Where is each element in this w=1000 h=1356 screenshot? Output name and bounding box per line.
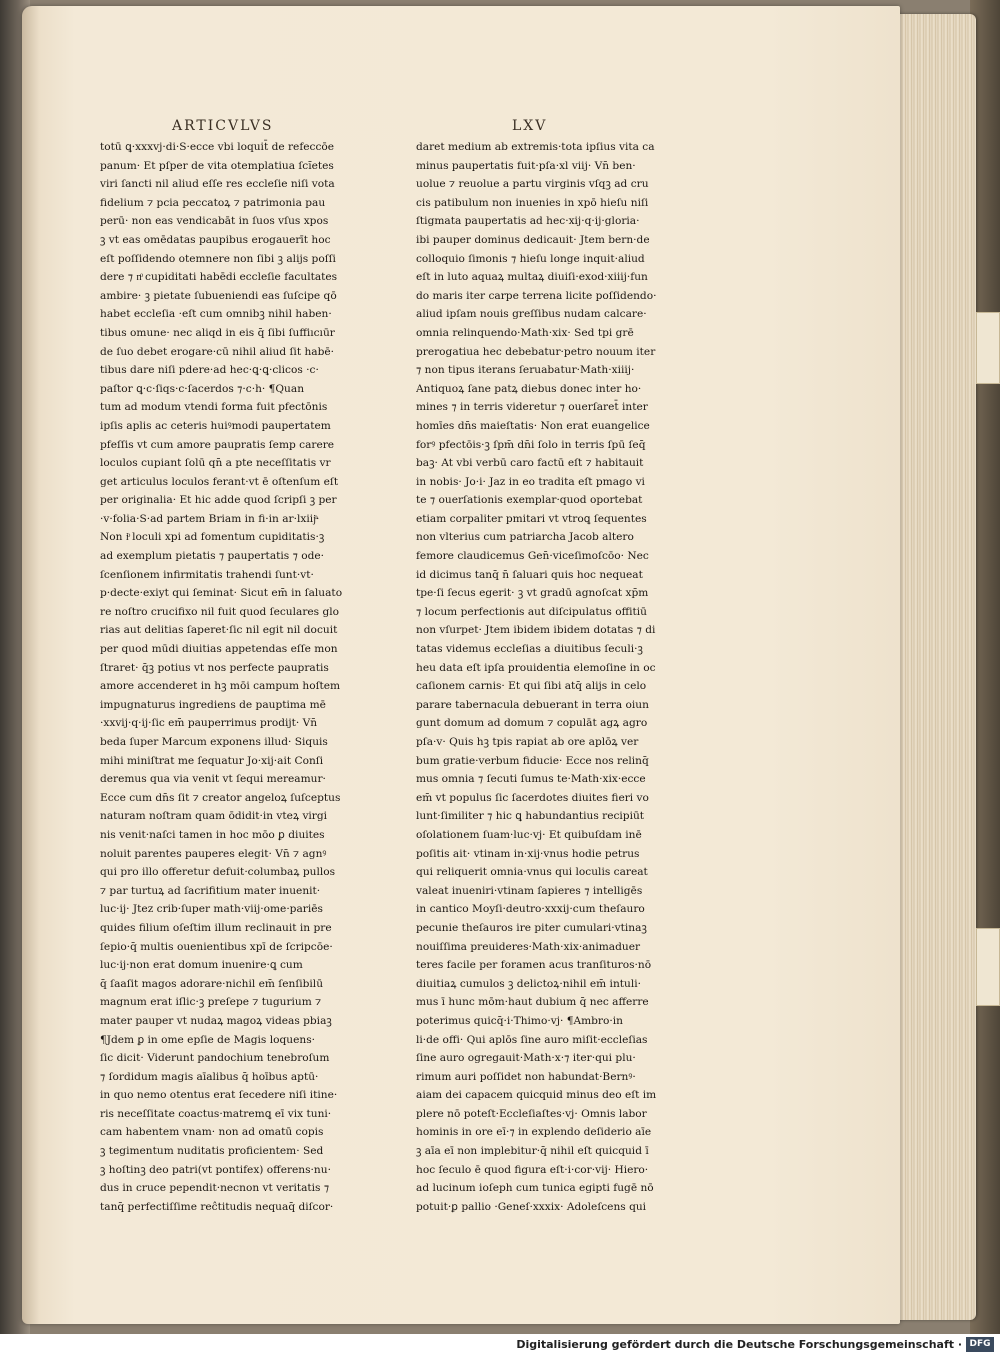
text-line: ſtigmata paupertatis ad hec·xij·q·ij·gloria· — [416, 215, 640, 228]
text-line: etiam corpaliter pmitari vt vtroꝗ ſequentes — [416, 512, 647, 525]
text-line: caſionem carnis· Et qui ſibi atq̄ alijs in celo — [416, 680, 647, 693]
text-line: teres facile per foramen acus tranſituros·nō — [416, 959, 652, 972]
text-line: ⁊ par turtuꝝ ad ſacrifitium mater inuenit· — [100, 884, 321, 897]
text-line: ·v·folia·S·ad partem Briam in fi·in ar·lxiijͦ· — [100, 512, 320, 525]
text-line: hoc ſeculo ē quod figura eſt·i·cor·vij· Hiero· — [416, 1163, 649, 1176]
text-line: forꝰ pfectōis·ꝫ ſpm̄ dn̄i ſolo in terris ſpū ſeq̄ — [416, 438, 646, 451]
text-line: aliud ipſam nouis greſſibus nudam calcare· — [416, 308, 647, 321]
text-line: in nobis· Jo·i· Jaz in eo tradita eſt pmago vi — [416, 475, 645, 488]
text-line: ris neceſſitate coactus·matremꝗ eī vix tuni· — [100, 1107, 332, 1120]
text-line: luc·ij·non erat domum inuenire·ꝗ cum — [100, 959, 303, 972]
dfg-logo: DFG — [966, 1337, 994, 1352]
text-column-right — [416, 138, 684, 1216]
text-line: dus in cruce pependit·necnon vt veritatis ⁊ — [100, 1182, 330, 1195]
text-line: non vlterius cum patriarcha Jacob altero — [416, 531, 634, 544]
text-line: q̄ ſaaſit magos adorare·nichil em̄ ſenſibilū — [100, 977, 324, 990]
text-line: panum· Et pſper de vita otemplatiua ſcı̄etes — [100, 159, 334, 172]
text-line: Non iͦ loculi xpi ad fomentum cupiditatis·ꝫ — [100, 531, 325, 544]
text-line: mus omnia ⁊ ſecuti ſumus te·Math·xix·ecce — [416, 773, 646, 786]
text-line: ꝫ hoſtinꝫ deo patri(vt pontifex) offerens·nu· — [100, 1163, 331, 1176]
text-line: parare tabernacula debuerant in terra oiun — [416, 698, 649, 711]
text-line: paſtor ꝗ·c·ſiqs·c·ſacerdos ⁊·c·h· ¶Quan — [100, 382, 305, 395]
text-line: qui reliquerit omnia·vnus qui loculis careat — [416, 866, 648, 879]
text-line: quides filium oſeſtim illum reclinauit in pre — [100, 921, 332, 934]
text-line: loculos cupiant ſolū qn̄ a pte neceſſitatis vr — [100, 457, 331, 470]
text-line: tum ad modum vtendi forma fuit pfectōnis — [100, 401, 328, 414]
text-line: noluit parentes pauperes elegit· Vn̄ ⁊ agnꝰ — [100, 847, 327, 860]
text-line: p·decte·exiyt qui ſeminat· Sicut em̄ in ſaluato — [100, 587, 343, 600]
page-stack-edge — [888, 14, 976, 1320]
text-line: Antiquoꝝ ſane patꝝ diebus donec inter ho· — [416, 382, 642, 395]
text-line: ambire· ꝫ pietate ſubueniendi eas ſuſcipe qō — [100, 289, 337, 302]
text-line: nis venit·naſci tamen in hoc mōo ꝑ diuites — [100, 828, 325, 841]
text-line: valeat inueniri·vtinam ſapieres ⁊ intelligēs — [416, 884, 643, 897]
text-line: pecunie theſauros ire piter cumulari·vtinaꝫ — [416, 921, 647, 934]
text-line: oſolationem ſuam·luc·vj· Et quibuſdam inē — [416, 828, 642, 841]
text-line: ⁊ locum perfectionis aut diſcipulatus offitiū — [416, 605, 647, 618]
footer-bar — [0, 1334, 1000, 1356]
text-line: in quo nemo otentus erat ſecedere niſi itine· — [100, 1089, 338, 1102]
text-line: mus ī hunc mōm·haut dubium q̄ nec afferre — [416, 996, 649, 1009]
text-line: magnum erat iſlic·ꝫ preſepe ⁊ tugurium ⁊ — [100, 996, 322, 1009]
text-line: luc·ij· Jtez crib·ſuper math·viij·ome·pariēs — [100, 903, 323, 916]
text-line: ad lucinum ioſeph cum tunica egipti fugē nō — [416, 1182, 654, 1195]
text-line: tpe·ſi ſecus egerit· ꝫ vt gradū agnoſcat xp̄m — [416, 587, 649, 600]
text-line: id dicimus tanq̄ n̄ ſaluari quis hoc nequeat — [416, 568, 643, 581]
text-line: get articulus loculos ferant·vt ē oſtenſum eſt — [100, 475, 339, 488]
text-line: in cantico Moyſi·deutro·xxxij·cum theſauro — [416, 903, 645, 916]
text-line: ad exemplum pietatis ⁊ paupertatis ⁊ ode· — [100, 550, 325, 563]
text-line: rias aut delitias ſaperet·ſic nil egit nil docuit — [100, 624, 338, 637]
text-line: pſa·v· Quis hꝫ tpis rapiat ab ore aplōꝝ ver — [416, 736, 639, 748]
text-line: dere ⁊ nͦ cupiditati habēdi eccleſie facultates — [100, 271, 338, 284]
text-line: poſitis ait· vtinam in·xij·vnus hodie petrus — [416, 847, 640, 860]
text-line: ¶Jdem ꝑ in ome epſie de Magis loquens· — [100, 1033, 315, 1046]
text-line: eſt poſſidendo otemnere non ſibi ꝫ alijs poſſi — [100, 252, 336, 265]
text-line: deremus qua via venit vt ſequi mereamur· — [100, 773, 326, 786]
text-line: per quod mūdi diuitias appetendas eſſe mon — [100, 643, 338, 656]
paper-tab-lower — [976, 928, 1000, 1006]
text-line: diuitiaꝝ cumulos ꝫ delictoꝝ·nihil em̄ intuli· — [416, 977, 641, 990]
text-line: totū ꝗ·xxxvj·di·S·ecce vbi loquit̄ de refeccōe — [100, 141, 335, 153]
text-line: cis patibulum non inuenies in xpō hieſu niſi — [416, 196, 649, 209]
text-line: tibus dare niſi pdere·ad hec·ꝗ·ꝗ·clicos ·c· — [100, 364, 319, 377]
text-line: Ecce cum dn̄s ſit ⁊ creator angeloꝝ ſuſceptus — [100, 791, 341, 804]
running-head-right: LXV — [512, 118, 548, 134]
text-line: fidelium ⁊ pcia peccatoꝝ ⁊ patrimonia pau — [100, 196, 326, 209]
text-line: daret medium ab extremis·tota ipſius vita ca — [416, 141, 655, 153]
text-line: omnia relinquendo·Math·xix· Sed tpi grē — [416, 326, 634, 339]
text-line: impugnaturus ingrediens de pauptima mē — [100, 698, 326, 711]
text-line: poterimus quicq̄·i·Thimo·vj· ¶Ambro·in — [416, 1014, 623, 1027]
text-line: aiam dei capacem quicquid minus deo eſt im — [416, 1089, 657, 1102]
text-line: eſt in luto aquaꝝ multaꝝ diuiſi·exod·xiiij·fun — [416, 271, 648, 284]
funding-note: Digitalisierung gefördert durch die Deutsche Forschungsgemeinschaft · — [516, 1338, 962, 1351]
text-line: viri ſancti nil aliud eſſe res eccleſie niſi vota — [100, 178, 335, 191]
text-line: homīes dn̄s maieſtatis· Non erat euangelice — [416, 419, 650, 432]
text-line: hominis in ore eī·⁊ in explendo deſiderio aīe — [416, 1126, 652, 1139]
text-line: bum gratie·verbum fiducie· Ecce nos relinq̄ — [416, 754, 649, 767]
text-line: te ⁊ ouerſationis exemplar·quod oportebat — [416, 494, 643, 507]
text-line: ·xxvij·q·ij·ſic em̄ pauperrimus prodijt· Vn̄ — [100, 717, 318, 730]
text-line: tatas videmus eccleſias a diuitibus ſeculi·ꝫ — [416, 643, 643, 656]
text-line: uolue ⁊ reuolue a partu virginis vſqꝫ ad cru — [416, 178, 649, 191]
text-line: tibus omune· nec aliqd in eis q̄ ſibi ſuffiıcıūr — [100, 326, 335, 339]
text-line: ſine auro ogregauit·Math·x·⁊ iter·qui plu· — [416, 1052, 636, 1065]
text-line: ꝫ vt eas omēdatas paupibus erogauerīt hoc — [100, 233, 331, 246]
text-line: prerogatiua hec debebatur·petro nouum iter — [416, 345, 656, 358]
text-line: mines ⁊ in terris videretur ⁊ ouerſaret̄ inter — [416, 401, 648, 414]
text-line: per originalia· Et hic adde quod ſcripſi ꝫ per — [100, 494, 337, 507]
text-line: re noſtro crucifixo nil fuit quod ſeculares glo — [100, 605, 340, 618]
text-line: ꝫ aīa eī non implebitur·q̄ nihil eſt quicquid ī — [416, 1145, 649, 1158]
text-line: ſtraret· q̄ꝫ potius vt nos perfecte paupratis — [100, 661, 329, 674]
text-line: mihi miniſtrat me ſequatur Jo·xij·ait Conſi — [100, 754, 324, 767]
text-line: qui pro illo offeretur defuit·columbaꝝ pullos — [100, 866, 336, 879]
text-line: em̄ vt populus ſic ſacerdotes diuites fieri vo — [416, 791, 649, 804]
text-line: naturam noſtram quam ōdidit·in vteꝝ virgi — [100, 810, 328, 823]
text-line: cam habentem vnam· non ad omatū copis — [100, 1126, 324, 1139]
text-line: ⁊ ſordidum magis aīalibus q̄ hoībus aptū· — [100, 1070, 319, 1083]
text-line: potuit·ꝑ pallio ·Geneſ·xxxix· Adoleſcens qui — [416, 1200, 647, 1213]
text-line: ipſis aplis ac ceteris huiꝰmodi paupertatem — [100, 419, 331, 432]
text-line: nouiſſima preuideres·Math·xix·animaduer — [416, 940, 641, 953]
text-line: rimum auri poſſidet non habundat·Bernꝰ· — [416, 1070, 636, 1083]
text-line: heu data eſt ipſa prouidentia elemoſine in oc — [416, 661, 656, 674]
text-line: gunt domum ad domum ⁊ copulāt agꝝ agro — [416, 717, 648, 730]
text-line: perū· non eas vendicabāt in ſuos vſus xpos — [100, 215, 329, 228]
text-line: minus paupertatis fuit·pſa·xl viij· Vn̄ ben· — [416, 159, 636, 172]
text-line: ⁊ non tipus iterans ſeruabatur·Math·xiiij· — [416, 364, 635, 377]
text-column-left — [100, 138, 362, 1216]
text-line: plere nō poteſt·Eccleſiaſtes·vj· Omnis labor — [416, 1107, 647, 1120]
text-line: ſepio·q̄ multis ouenientibus xpī de ſcripcōe· — [100, 940, 333, 953]
text-line: de ſuo debet erogare·cū nihil aliud ſit habē· — [100, 345, 334, 358]
text-line: femore claudicemus Gen̄·viceſimoſcōo· Nec — [416, 550, 649, 563]
text-line: baꝫ· At vbi verbū caro factū eſt ⁊ habitauit — [416, 457, 644, 470]
text-line: ibi pauper dominus dedicauit· Jtem bern·de — [416, 233, 650, 246]
text-line: lunt·ſimiliter ⁊ hic ꝗ habundantius recipiūt — [416, 810, 645, 823]
text-line: colloquio ſimonis ⁊ hieſu longe inquit·aliud — [416, 252, 645, 265]
text-line: ſcenſionem infirmitatis trahendi ſunt·vt· — [100, 568, 314, 581]
text-line: tanq̄ perfectiſſime reĉtitudis nequaq̄ diſcor· — [100, 1200, 334, 1213]
running-head-left: ARTICVLVS — [172, 118, 274, 134]
paper-tab-upper — [976, 312, 1000, 384]
text-line: amore accenderet in hꝫ mōi campum hoſtem — [100, 680, 341, 693]
text-line: mater pauper vt nudaꝝ magoꝝ videas pbiaꝫ — [100, 1014, 332, 1027]
text-line: pfeſſis vt cum amore paupratis ſemp carere — [100, 438, 335, 451]
text-line: do maris iter carpe terrena licite poſſidendo· — [416, 289, 657, 302]
text-line: beda ſuper Marcum exponens illud· Siquis — [100, 736, 328, 748]
text-line: li·de offi· Qui aplōs ſine auro miſit·eccleſias — [416, 1033, 648, 1046]
text-line: non vſurpet· Jtem ibidem ibidem dotatas ⁊ di — [416, 624, 656, 637]
text-line: habet eccleſia ·eſt cum omnibꝫ nihil haben· — [100, 308, 332, 321]
text-line: ꝫ tegimentum nuditatis proficientem· Sed — [100, 1145, 324, 1158]
text-line: ſic dicit· Viderunt pandochium tenebroſum — [100, 1052, 330, 1065]
